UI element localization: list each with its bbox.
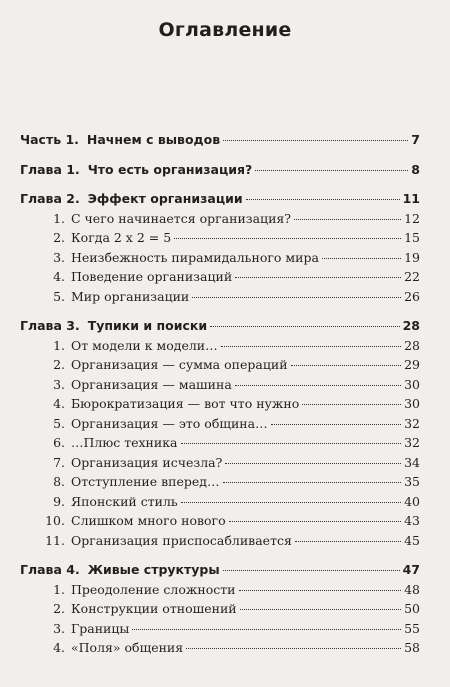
toc-page-number: 45 <box>404 532 420 548</box>
toc-chapter-row <box>20 562 420 582</box>
dot-leader <box>255 170 408 171</box>
dot-leader <box>229 521 401 522</box>
toc-entry-number: 11. <box>45 532 65 548</box>
dot-leader <box>192 297 401 298</box>
dot-leader <box>210 326 399 327</box>
toc-entry-number: 1. <box>53 581 65 597</box>
toc-chapter-row <box>20 191 420 211</box>
toc-entry-row <box>34 435 420 455</box>
toc-page-number: 55 <box>404 620 420 636</box>
toc-chapter-row <box>20 162 420 182</box>
toc-chapter-label: Глава 2. <box>20 191 80 206</box>
toc-entry-number: 6. <box>53 435 65 450</box>
toc-entry-title: Организация приспосабливается <box>71 532 292 548</box>
toc-page-number: 30 <box>404 396 420 411</box>
toc-page-number: 32 <box>404 415 420 431</box>
toc-page-number: 34 <box>404 454 420 470</box>
toc-entry-number: 3. <box>53 376 65 392</box>
toc-entry-row <box>34 269 420 289</box>
dot-leader <box>225 463 401 464</box>
dot-leader <box>132 629 401 630</box>
toc-chapter-row <box>20 318 420 338</box>
dot-leader <box>181 502 401 503</box>
toc-entry-row <box>34 396 420 416</box>
dot-leader <box>223 140 408 141</box>
toc-entry-number: 1. <box>53 337 65 353</box>
dot-leader <box>271 424 402 425</box>
toc-entry-title: Конструкции отношений <box>71 601 237 616</box>
dot-leader <box>240 609 401 610</box>
toc-entry-row <box>34 533 420 553</box>
toc-entry-row <box>34 357 420 377</box>
toc-entry-title: Организация — машина <box>71 376 232 392</box>
toc-page-number: 7 <box>411 132 420 147</box>
toc-entry-number: 4. <box>53 269 65 284</box>
toc-entry-row <box>34 250 420 270</box>
toc-page-number: 8 <box>411 161 420 177</box>
toc-entry-title: Организация — это община… <box>71 415 268 431</box>
toc-page-number: 29 <box>404 357 420 372</box>
toc-page-number: 35 <box>404 474 420 489</box>
toc-entry-title: «Поля» общения <box>71 640 184 655</box>
toc-entry-number: 10. <box>45 513 65 528</box>
toc-page-number: 12 <box>404 210 420 226</box>
toc-entry-title: Слишком много нового <box>71 513 226 528</box>
toc-entry-row <box>34 289 420 309</box>
toc-entry-number: 3. <box>53 249 65 265</box>
toc-page-number: 26 <box>404 288 420 304</box>
toc-entry-row <box>34 377 420 397</box>
dot-leader <box>295 541 401 542</box>
toc-page-number: 32 <box>404 435 420 450</box>
toc-page-number: 11 <box>402 191 420 206</box>
toc-page-number: 19 <box>404 249 420 265</box>
toc-entry-number: 7. <box>53 454 65 470</box>
toc-entry-title: Отступление вперед… <box>71 474 220 489</box>
toc-page-number: 58 <box>404 640 420 655</box>
toc-entry-row <box>34 494 420 514</box>
dot-leader <box>186 648 401 649</box>
toc-entry-row <box>34 640 420 660</box>
toc-entry-title: Границы <box>71 620 130 636</box>
toc-page-number: 43 <box>404 513 420 528</box>
toc-entry-number: 1. <box>53 210 65 226</box>
toc-page-number: 50 <box>404 601 420 616</box>
toc-chapter-title: Эффект организации <box>87 191 243 206</box>
toc-entry-number: 8. <box>53 474 65 489</box>
toc-entry-title: Организация исчезла? <box>71 454 223 470</box>
toc-entry-title: Когда 2 х 2 = 5 <box>71 230 172 245</box>
toc-entry-title: Японский стиль <box>71 493 178 509</box>
toc-entry-title: Преодоление сложности <box>71 581 236 597</box>
toc-chapter-label: Часть 1. <box>20 132 79 147</box>
dot-leader <box>221 346 401 347</box>
toc-entry-title: …Плюс техника <box>71 435 178 450</box>
dot-leader <box>246 199 400 200</box>
toc-entry-title: Бюрократизация — вот что нужно <box>71 396 300 411</box>
toc-entry-row <box>34 230 420 250</box>
toc-entry-number: 3. <box>53 620 65 636</box>
toc-entry-number: 9. <box>53 493 65 509</box>
toc-entry-title: Организация — сумма операций <box>71 357 288 372</box>
toc-entry-row <box>34 455 420 475</box>
dot-leader <box>174 238 401 239</box>
toc-entry-number: 5. <box>53 288 65 304</box>
dot-leader <box>235 277 401 278</box>
dot-leader <box>181 443 402 444</box>
toc-chapter-title: Начнем с выводов <box>86 132 221 147</box>
toc-entry-row <box>34 338 420 358</box>
toc-entry-row <box>34 513 420 533</box>
toc-entry-title: С чего начинается организация? <box>71 210 292 226</box>
dot-leader <box>235 385 401 386</box>
toc-entry-number: 5. <box>53 415 65 431</box>
dot-leader <box>302 404 401 405</box>
toc-entry-number: 4. <box>53 396 65 411</box>
toc-chapter-label: Глава 4. <box>20 562 80 577</box>
toc-page-number: 15 <box>404 230 420 245</box>
toc-entry-number: 2. <box>53 601 65 616</box>
toc-chapter-title: Что есть организация? <box>87 161 253 177</box>
toc-entry-row <box>34 601 420 621</box>
toc-page-number: 48 <box>404 581 420 597</box>
dot-leader <box>223 482 402 483</box>
toc-page-number: 22 <box>404 269 420 284</box>
toc-page-number: 40 <box>404 493 420 509</box>
toc-entry-number: 4. <box>53 640 65 655</box>
dot-leader <box>294 219 401 220</box>
dot-leader <box>291 365 402 366</box>
dot-leader <box>223 570 400 571</box>
toc-entry-row <box>34 211 420 231</box>
toc-entry-row <box>34 621 420 641</box>
toc-chapter-row <box>20 132 420 152</box>
toc-page-number: 28 <box>404 337 420 353</box>
toc-entry-title: Неизбежность пирамидального мира <box>71 249 319 265</box>
toc-page-number: 47 <box>402 562 420 577</box>
toc-entry-title: Мир организации <box>71 288 190 304</box>
toc-chapter-title: Живые структуры <box>87 562 220 577</box>
toc-page-number: 28 <box>402 318 420 333</box>
toc-chapter-label: Глава 1. <box>20 161 80 177</box>
toc-entry-row <box>34 582 420 602</box>
toc-entry-number: 2. <box>53 230 65 245</box>
toc-entry-title: От модели к модели… <box>71 337 218 353</box>
toc-entry-row <box>34 416 420 436</box>
toc-entry-title: Поведение организаций <box>71 269 233 284</box>
toc-entry-row <box>34 474 420 494</box>
toc-entry-number: 2. <box>53 357 65 372</box>
toc-page-number: 30 <box>404 376 420 392</box>
dot-leader <box>239 590 402 591</box>
dot-leader <box>322 258 401 259</box>
toc-chapter-title: Тупики и поиски <box>87 318 208 333</box>
page-title: Оглавление <box>158 19 292 41</box>
toc-chapter-label: Глава 3. <box>20 318 80 333</box>
